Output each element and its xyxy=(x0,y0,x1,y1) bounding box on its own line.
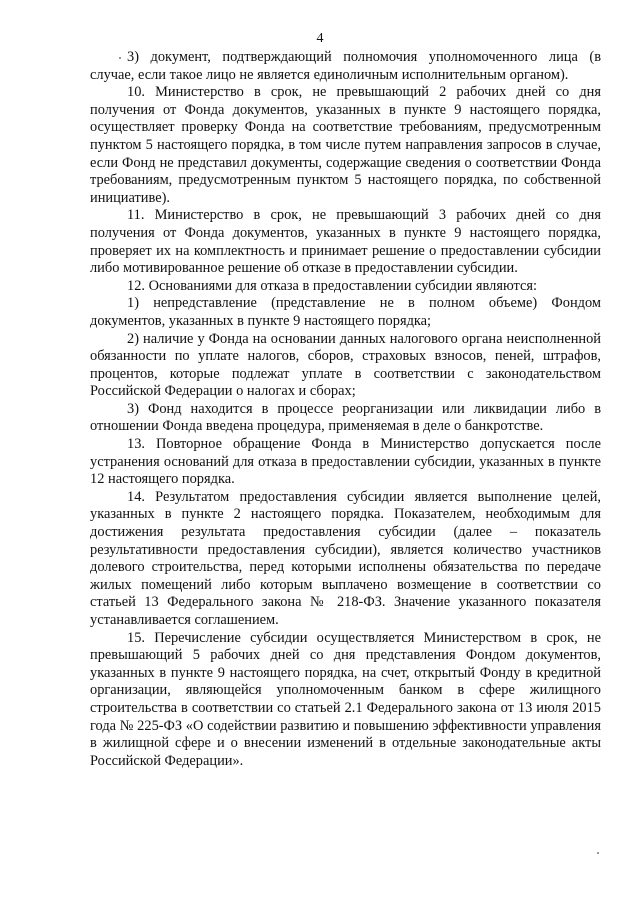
page-number: 4 xyxy=(316,31,324,46)
paragraph-11: 11. Министерство в срок, не превышающий 3 рабочих дней со дня получения от Фонда документов, указанных в пункте 9 настоящего порядка, проверяет их на комплектность и принимает решение о предоставлении субсидии либо мотивированное решение об отказе в предоставлении субсидии. xyxy=(90,207,601,277)
paragraph-14: 14. Результатом предоставления субсидии является выполнение целей, указанных в пункте 2 настоящего порядка. Показателем, необходимым для достижения результата предоставления субсидии (далее – показатель результативности предоставления субсидии), является количество участников долевого строительства, перед которыми исполнены обязательства по передаче жилых помещений либо которым выплачено возмещение в соответствии со статьей 13 Федерального закона № 218-ФЗ. Значение указанного показателя устанавливается соглашением. xyxy=(90,488,601,628)
paragraph-12-item-1: 1) непредставление (представление не в полном объеме) Фондом документов, указанных в пункте 9 настоящего порядка; xyxy=(90,295,601,329)
paragraph-10: 10. Министерство в срок, не превышающий 2 рабочих дней со дня получения от Фонда документов, указанных в пункте 9 настоящего порядка, осуществляет проверку Фонда на соответствие требованиям, предусмотренным пунктом 5 настоящего порядка, в том числе путем направления запросов в случае, если Фонд не представил документы, содержащие сведения о соответствии Фонда требованиям, предусмотренным пунктом 5 настоящего порядка, по собственной инициативе). xyxy=(90,84,601,206)
scan-speck xyxy=(119,57,121,59)
paragraph-13: 13. Повторное обращение Фонда в Министерство допускается после устранения оснований для отказа в предоставлении субсидии, указанных в пункте 12 настоящего порядка. xyxy=(90,436,601,488)
paragraph-15: 15. Перечисление субсидии осуществляется Министерством в срок, не превышающий 5 рабочих дней со дня представления Фондом документов, указанных в пункте 9 настоящего порядка, на счет, открытый Фонду в кредитной организации, являющейся уполномоченным банком в сфере жилищного строительства в соответствии со статьей 2.1 Федерального закона от 13 июля 2015 года № 225-ФЗ «О содействии развитию и повышению эффективности управления в жилищной сфере и о внесении изменений в отдельные законодательные акты Российской Федерации». xyxy=(90,629,601,769)
paragraph-12-item-3: 3) Фонд находится в процессе реорганизации или ликвидации либо в отношении Фонда введена процедура, применяемая в деле о банкротстве. xyxy=(90,400,601,435)
paragraph-12: 12. Основаниями для отказа в предоставлении субсидии являются: xyxy=(127,277,537,294)
scan-speck xyxy=(597,852,599,854)
paragraph-item-3-document: 3) документ, подтверждающий полномочия уполномоченного лица (в случае, если такое лицо не является единоличным исполнительным органом). xyxy=(90,49,601,83)
paragraph-12-item-2: 2) наличие у Фонда на основании данных налогового органа неисполненной обязанности по уплате налогов, сборов, страховых взносов, пеней, штрафов, процентов, которые подлежат уплате в соответствии с законодательством Российской Федерации о налогах и сборах; xyxy=(90,330,601,400)
document-body xyxy=(90,49,601,770)
